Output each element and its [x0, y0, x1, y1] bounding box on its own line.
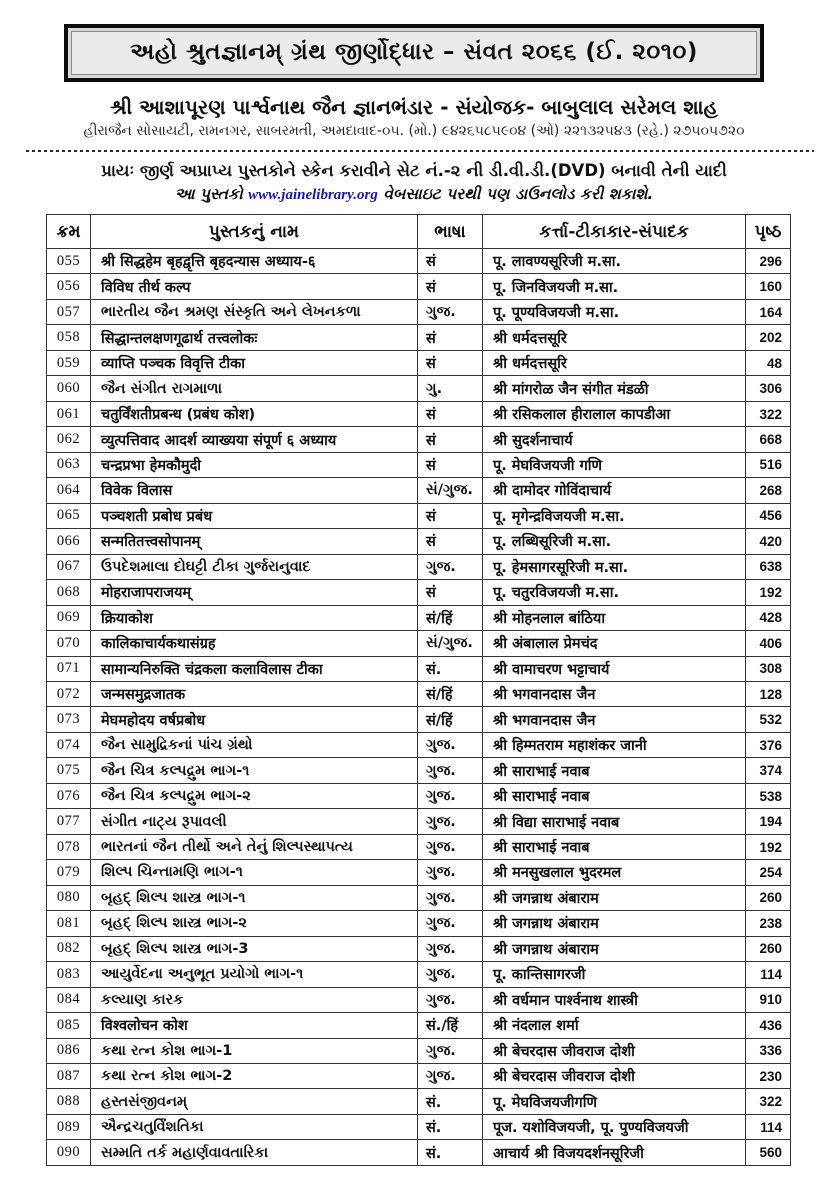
note-dvd-line: પ્રાયઃ જીર્ણ અપ્રાપ્ય પુસ્તકોને સ્કેન કરાવીને સેટ નં.-૨ ની ડી.વી.ડી.(DVD) બનાવી તેની યાદી	[101, 161, 727, 180]
book-table-body	[47, 249, 791, 1166]
author-cell: श्री साराभाई नवाब	[483, 834, 746, 859]
table-row	[47, 503, 791, 528]
table-header-row	[47, 215, 791, 249]
book-name-cell: चतुर्विंशतीप्रबन्ध (प्रबंध कोश)	[91, 401, 418, 426]
author-cell: पू. मेघविजयजीगणि	[483, 1089, 746, 1114]
author-cell: श्री दामोदर गोविंदाचार्य	[483, 478, 746, 503]
language-cell: सं.	[418, 1114, 483, 1139]
pages-cell: 160	[746, 274, 791, 299]
book-name-cell: બૃહદ્ શિલ્પ શાસ્ત્ર ભાગ-૨	[91, 911, 418, 936]
serial-cell: 089	[47, 1114, 91, 1139]
pages-cell: 322	[746, 401, 791, 426]
book-name-cell: સંગીત નાટ્ય રૂપાવલી	[91, 809, 418, 834]
pages-cell: 164	[746, 299, 791, 324]
language-cell: ગુજ.	[418, 987, 483, 1012]
author-cell: श्री जगन्नाथ अंबाराम	[483, 911, 746, 936]
note-download-prefix: આ પુસ્તકો	[174, 185, 249, 203]
book-name-cell: બૃહદ્ શિલ્પ શાસ્ત્ર ભાગ-૧	[91, 885, 418, 910]
table-row	[47, 1089, 791, 1114]
pages-cell: 406	[746, 631, 791, 656]
pages-cell: 48	[746, 350, 791, 375]
page-title: અહો શ્રુતજ્ઞાનમ્ ગ્રંથ જીર્ણોદ્ધાર – સંવત ૨૦૬૬ (ઈ. ૨૦૧૦)	[71, 31, 757, 75]
book-name-cell: કથા રત્ન કોશ ભાગ-2	[91, 1064, 418, 1089]
header-pages: પૃષ્ઠ	[746, 215, 791, 249]
table-row	[47, 1038, 791, 1063]
book-name-cell: હસ્તસંજીવનમ્	[91, 1089, 418, 1114]
serial-cell: 067	[47, 554, 91, 579]
book-name-cell: सामान्यनिरुक्ति चंद्रकला कलाविलास टीका	[91, 656, 418, 681]
pages-cell: 306	[746, 376, 791, 401]
serial-cell: 057	[47, 299, 91, 324]
book-name-cell: जन्मसमुद्रजातक	[91, 681, 418, 706]
dashed-divider	[26, 150, 814, 152]
language-cell: ગુજ.	[418, 1038, 483, 1063]
book-name-cell: व्युत्पत्तिवाद आदर्श व्याख्यया संपूर्ण ६ अध्याय	[91, 427, 418, 452]
book-name-cell: જૈન સામુદ્રિકનાં પાંચ ગ્રંથો	[91, 732, 418, 757]
pages-cell: 910	[746, 987, 791, 1012]
pages-cell: 230	[746, 1064, 791, 1089]
language-cell: सं	[418, 401, 483, 426]
table-row	[47, 249, 791, 274]
language-cell: ગુજ.	[418, 962, 483, 987]
language-cell: सं	[418, 529, 483, 554]
serial-cell: 082	[47, 936, 91, 961]
table-row	[47, 860, 791, 885]
table-row	[47, 962, 791, 987]
language-cell: सं	[418, 325, 483, 350]
table-row	[47, 350, 791, 375]
serial-cell: 084	[47, 987, 91, 1012]
author-cell: श्री वर्धमान पार्श्वनाथ शास्त्री	[483, 987, 746, 1012]
pages-cell: 638	[746, 554, 791, 579]
language-cell: ગુજ.	[418, 860, 483, 885]
pages-cell: 260	[746, 936, 791, 961]
author-cell: पू. कान्तिसागरजी	[483, 962, 746, 987]
author-cell: पू. मृगेन्द्रविजयजी म.सा.	[483, 503, 746, 528]
serial-cell: 066	[47, 529, 91, 554]
language-cell: સં/ગુજ.	[418, 631, 483, 656]
table-row	[47, 274, 791, 299]
table-row	[47, 1114, 791, 1139]
table-row	[47, 554, 791, 579]
language-cell: सं.	[418, 1089, 483, 1114]
pages-cell: 192	[746, 580, 791, 605]
pages-cell: 114	[746, 962, 791, 987]
author-cell: श्री मोहनलाल बांठिया	[483, 605, 746, 630]
book-catalog-table	[46, 214, 791, 1166]
table-row	[47, 707, 791, 732]
book-name-cell: ઐન્દ્રચતુર્વિંશતિકા	[91, 1114, 418, 1139]
language-cell: सं	[418, 350, 483, 375]
serial-cell: 068	[47, 580, 91, 605]
language-cell: सं/हिं	[418, 681, 483, 706]
note-download-line	[0, 185, 828, 204]
language-cell: સં/ગુજ.	[418, 478, 483, 503]
book-name-cell: मेघमहोदय वर्षप्रबोध	[91, 707, 418, 732]
language-cell: सं	[418, 452, 483, 477]
author-cell: पूज. यशोविजयजी, पू. पुण्यविजयजी	[483, 1114, 746, 1139]
serial-cell: 077	[47, 809, 91, 834]
pages-cell: 532	[746, 707, 791, 732]
subtitle: શ્રી આશાપૂરણ પાર્શ્વનાથ જૈન જ્ઞાનભંડાર - સંયોજક- બાબુલાલ સરેમલ શાહ	[110, 95, 718, 119]
header-serial: ક્રમ	[47, 215, 91, 249]
book-name-cell: मोहराजापराजयम्	[91, 580, 418, 605]
book-name-cell: જૈન ચિત્ર કલ્પદ્રુમ ભાગ-૧	[91, 758, 418, 783]
table-row	[47, 478, 791, 503]
table-row	[47, 1064, 791, 1089]
author-cell: श्री अंबालाल प्रेमचंद	[483, 631, 746, 656]
book-name-cell: कालिकाचार्यकथासंग्रह	[91, 631, 418, 656]
pages-cell: 436	[746, 1013, 791, 1038]
pages-cell: 560	[746, 1140, 791, 1166]
author-cell: पू. पूण्यविजयजी म.सा.	[483, 299, 746, 324]
serial-cell: 056	[47, 274, 91, 299]
language-cell: सं.	[418, 1140, 483, 1166]
pages-cell: 456	[746, 503, 791, 528]
language-cell: ગુજ.	[418, 758, 483, 783]
table-row	[47, 911, 791, 936]
pages-cell: 202	[746, 325, 791, 350]
author-cell: पू. जिनविजयजी म.सा.	[483, 274, 746, 299]
table-row	[47, 809, 791, 834]
pages-cell: 238	[746, 911, 791, 936]
author-cell: श्री जगन्नाथ अंबाराम	[483, 936, 746, 961]
book-name-cell: सिद्धान्तलक्षणगूढार्थ तत्त्वलोकः	[91, 325, 418, 350]
author-cell: श्री मनसुखलाल भुदरमल	[483, 860, 746, 885]
book-name-cell: જૈન સંગીત રાગમાળા	[91, 376, 418, 401]
serial-cell: 075	[47, 758, 91, 783]
header-author-editor: કર્ત્તા-ટીકાકાર-સંપાદક	[483, 215, 746, 249]
language-cell: सं	[418, 249, 483, 274]
language-cell: सं	[418, 274, 483, 299]
pages-cell: 322	[746, 1089, 791, 1114]
author-cell: श्री साराभाई नवाब	[483, 758, 746, 783]
pages-cell: 336	[746, 1038, 791, 1063]
pages-cell: 260	[746, 885, 791, 910]
pages-cell: 268	[746, 478, 791, 503]
note-download-suffix: વેબસાઇટ પરથી પણ ડાઉનલોડ કરી શકાશે.	[377, 185, 654, 203]
serial-cell: 071	[47, 656, 91, 681]
serial-cell: 087	[47, 1064, 91, 1089]
pages-cell: 376	[746, 732, 791, 757]
author-cell: श्री नंदलाल शर्मा	[483, 1013, 746, 1038]
table-row	[47, 656, 791, 681]
serial-cell: 079	[47, 860, 91, 885]
serial-cell: 085	[47, 1013, 91, 1038]
table-row	[47, 783, 791, 808]
language-cell: सं.	[418, 656, 483, 681]
serial-cell: 078	[47, 834, 91, 859]
serial-cell: 059	[47, 350, 91, 375]
language-cell: ગુ.	[418, 376, 483, 401]
author-cell: श्री विद्या साराभाई नवाब	[483, 809, 746, 834]
language-cell: ગુજ.	[418, 911, 483, 936]
table-row	[47, 529, 791, 554]
author-cell: श्री वामाचरण भट्टाचार्य	[483, 656, 746, 681]
serial-cell: 063	[47, 452, 91, 477]
table-row	[47, 885, 791, 910]
website-link[interactable]: www.jainelibrary.org	[248, 187, 378, 203]
table-row	[47, 605, 791, 630]
language-cell: ગુજ.	[418, 783, 483, 808]
serial-cell: 072	[47, 681, 91, 706]
serial-cell: 090	[47, 1140, 91, 1166]
serial-cell: 060	[47, 376, 91, 401]
table-row	[47, 681, 791, 706]
author-cell: आचार्य श्री विजयदर्शनसूरिजी	[483, 1140, 746, 1166]
author-cell: श्री भगवानदास जैन	[483, 707, 746, 732]
language-cell: सं./हिं	[418, 1013, 483, 1038]
language-cell: ગુજ.	[418, 299, 483, 324]
author-cell: श्री रसिकलाल हीरालाल कापडीआ	[483, 401, 746, 426]
table-row	[47, 401, 791, 426]
author-cell: श्री भगवानदास जैन	[483, 681, 746, 706]
table-row	[47, 732, 791, 757]
pages-cell: 308	[746, 656, 791, 681]
serial-cell: 069	[47, 605, 91, 630]
table-row	[47, 580, 791, 605]
pages-cell: 194	[746, 809, 791, 834]
pages-cell: 254	[746, 860, 791, 885]
language-cell: ગુજ.	[418, 1064, 483, 1089]
book-name-cell: चन्द्रप्रभा हेमकौमुदी	[91, 452, 418, 477]
language-cell: ગુજ.	[418, 809, 483, 834]
table-row	[47, 1013, 791, 1038]
serial-cell: 064	[47, 478, 91, 503]
book-name-cell: ભારતનાં જૈન તીર્થો અને તેનું શિલ્પસ્થાપત્ય	[91, 834, 418, 859]
serial-cell: 058	[47, 325, 91, 350]
language-cell: सं	[418, 427, 483, 452]
pages-cell: 516	[746, 452, 791, 477]
author-cell: श्री हिम्मतराम महाशंकर जानी	[483, 732, 746, 757]
table-row	[47, 834, 791, 859]
book-name-cell: विविध तीर्थ कल्प	[91, 274, 418, 299]
serial-cell: 061	[47, 401, 91, 426]
table-row	[47, 758, 791, 783]
language-cell: ગુજ.	[418, 732, 483, 757]
table-row	[47, 987, 791, 1012]
serial-cell: 080	[47, 885, 91, 910]
pages-cell: 192	[746, 834, 791, 859]
language-cell: ગુજ.	[418, 885, 483, 910]
book-name-cell: કલ્યાણ કારક	[91, 987, 418, 1012]
author-cell: पू. हेमसागरसूरिजी म.सा.	[483, 554, 746, 579]
table-row	[47, 376, 791, 401]
title-banner	[64, 24, 764, 82]
book-name-cell: બૃહદ્ શિલ્પ શાસ્ત્ર ભાગ-3	[91, 936, 418, 961]
serial-cell: 074	[47, 732, 91, 757]
book-name-cell: व्याप्ति पञ्चक विवृत्ति टीका	[91, 350, 418, 375]
book-name-cell: જૈન ચિત્ર કલ્પદ્રુમ ભાગ-૨	[91, 783, 418, 808]
book-name-cell: ભારતીય જૈન શ્રમણ સંસ્કૃતિ અને લેખનકળા	[91, 299, 418, 324]
author-cell: पू. लब्धिसूरिजी म.सा.	[483, 529, 746, 554]
serial-cell: 070	[47, 631, 91, 656]
pages-cell: 114	[746, 1114, 791, 1139]
language-cell: सं	[418, 580, 483, 605]
serial-cell: 076	[47, 783, 91, 808]
header-book-name: પુસ્તકનું નામ	[91, 215, 418, 249]
author-cell: श्री बेचरदास जीवराज दोशी	[483, 1064, 746, 1089]
author-cell: श्री जगन्नाथ अंबाराम	[483, 885, 746, 910]
book-name-cell: શિલ્પ ચિન્તામણિ ભાગ-૧	[91, 860, 418, 885]
language-cell: सं	[418, 503, 483, 528]
table-row	[47, 325, 791, 350]
table-row	[47, 427, 791, 452]
serial-cell: 073	[47, 707, 91, 732]
author-cell: पू. मेघविजयजी गणि	[483, 452, 746, 477]
book-name-cell: क्रियाकोश	[91, 605, 418, 630]
pages-cell: 420	[746, 529, 791, 554]
book-name-cell: સમ્મતિ તર્ક મહાર્ણવાવતારિકા	[91, 1140, 418, 1166]
table-row	[47, 936, 791, 961]
serial-cell: 081	[47, 911, 91, 936]
book-name-cell: सन्मतितत्त्वसोपानम्	[91, 529, 418, 554]
book-name-cell: पञ्चशती प्रबोध प्रबंध	[91, 503, 418, 528]
author-cell: श्री सुदर्शनाचार्य	[483, 427, 746, 452]
serial-cell: 086	[47, 1038, 91, 1063]
pages-cell: 296	[746, 249, 791, 274]
serial-cell: 062	[47, 427, 91, 452]
pages-cell: 428	[746, 605, 791, 630]
serial-cell: 065	[47, 503, 91, 528]
language-cell: ગુજ.	[418, 936, 483, 961]
language-cell: सं/हिं	[418, 707, 483, 732]
book-name-cell: विवेक विलास	[91, 478, 418, 503]
pages-cell: 128	[746, 681, 791, 706]
book-name-cell: ઉપદેશમાલા દોઘટ્ટી ટીકા ગુર્જરાનુવાદ	[91, 554, 418, 579]
author-cell: श्री साराभाई नवाब	[483, 783, 746, 808]
pages-cell: 668	[746, 427, 791, 452]
author-cell: श्री मांगरोळ जैन संगीत मंडळी	[483, 376, 746, 401]
header-language: ભાષા	[418, 215, 483, 249]
language-cell: सं/हिं	[418, 605, 483, 630]
table-row	[47, 631, 791, 656]
table-row	[47, 1140, 791, 1166]
book-name-cell: કથા રત્ન કોશ ભાગ-1	[91, 1038, 418, 1063]
serial-cell: 088	[47, 1089, 91, 1114]
author-cell: श्री बेचरदास जीवराज दोशी	[483, 1038, 746, 1063]
serial-cell: 083	[47, 962, 91, 987]
pages-cell: 538	[746, 783, 791, 808]
author-cell: पू. लावण्यसूरिजी म.सा.	[483, 249, 746, 274]
book-name-cell: श्री सिद्धहेम बृहद्वृत्ति बृहदन्यास अध्याय-६	[91, 249, 418, 274]
language-cell: ગુજ.	[418, 834, 483, 859]
table-row	[47, 452, 791, 477]
language-cell: ગુજ.	[418, 554, 483, 579]
book-name-cell: આયુર્વેદના અનુભૂત પ્રયોગો ભાગ-૧	[91, 962, 418, 987]
author-cell: श्री धर्मदत्तसूरि	[483, 325, 746, 350]
serial-cell: 055	[47, 249, 91, 274]
address-line: હીરાજૈન સોસાયટી, રામનગર, સાબરમતી, અમદાવાદ-૦૫. (મો.) ૯૪૨૬૫૮૫૯૦૪ (ઓ) ૨૨૧૩૨૫૪૩ (રહે.) ૨૭૫૦૫૭૨૦	[83, 123, 745, 139]
table-row	[47, 299, 791, 324]
book-name-cell: विश्वलोचन कोश	[91, 1013, 418, 1038]
pages-cell: 374	[746, 758, 791, 783]
author-cell: श्री धर्मदत्तसूरि	[483, 350, 746, 375]
author-cell: पू. चतुरविजयजी म.सा.	[483, 580, 746, 605]
